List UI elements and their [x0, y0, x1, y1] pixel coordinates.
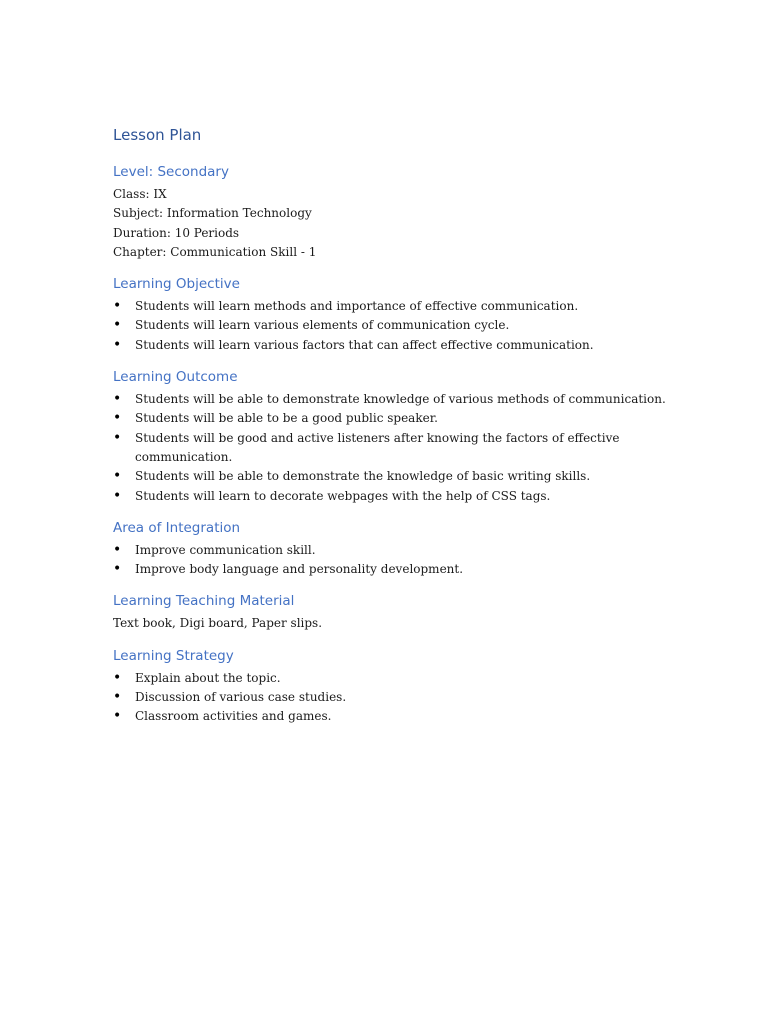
- list-item: • Students will learn various factors that can affect effective communication.: [113, 336, 673, 355]
- list-item: • Students will learn various elements of communication cycle.: [113, 316, 673, 335]
- document-title: Lesson Plan: [113, 126, 202, 144]
- list-item: • Students will learn methods and importance of effective communication.: [113, 297, 673, 316]
- heading-area-of-integration: Area of Integration: [113, 519, 241, 536]
- section-teaching-material: [113, 590, 673, 633]
- chapter-line: Chapter: Communication Skill - 1: [113, 244, 317, 259]
- list-item: • Students will be able to demonstrate the knowledge of basic writing skills.: [113, 467, 673, 486]
- subject-line: Subject: Information Technology: [113, 206, 312, 221]
- list-item: • Students will be able to be a good public speaker.: [113, 409, 673, 428]
- list-item: • Explain about the topic.: [113, 669, 673, 688]
- list-item: • Students will be able to demonstrate knowledge of various methods of communication.: [113, 390, 673, 409]
- list-item: • Discussion of various case studies.: [113, 688, 673, 707]
- teaching-material-text: Text book, Digi board, Paper slips.: [113, 616, 323, 631]
- strategy-list: [113, 669, 673, 727]
- outcome-list: [113, 390, 673, 506]
- heading-teaching-material: Learning Teaching Material: [113, 593, 295, 610]
- objective-list: [113, 297, 673, 355]
- section-learning-objective: [113, 273, 673, 355]
- section-learning-outcome: [113, 366, 673, 506]
- list-item: • Students will learn to decorate webpages with the help of CSS tags.: [113, 487, 673, 506]
- heading-level: Level: Secondary: [113, 164, 229, 180]
- heading-learning-strategy: Learning Strategy: [113, 647, 234, 664]
- list-item: • Improve body language and personality development.: [113, 560, 673, 579]
- section-level: [113, 161, 673, 262]
- list-item: • Students will be good and active listeners after knowing the factors of effective communication.: [113, 429, 673, 468]
- heading-learning-objective: Learning Objective: [113, 276, 240, 293]
- section-area-of-integration: [113, 517, 673, 580]
- document-body: [113, 124, 673, 738]
- list-item: • Classroom activities and games.: [113, 707, 673, 726]
- list-item: • Improve communication skill.: [113, 541, 673, 560]
- integration-list: [113, 541, 673, 580]
- duration-line: Duration: 10 Periods: [113, 225, 240, 240]
- heading-learning-outcome: Learning Outcome: [113, 369, 238, 386]
- section-learning-strategy: [113, 645, 673, 727]
- class-line: Class: IX: [113, 187, 167, 201]
